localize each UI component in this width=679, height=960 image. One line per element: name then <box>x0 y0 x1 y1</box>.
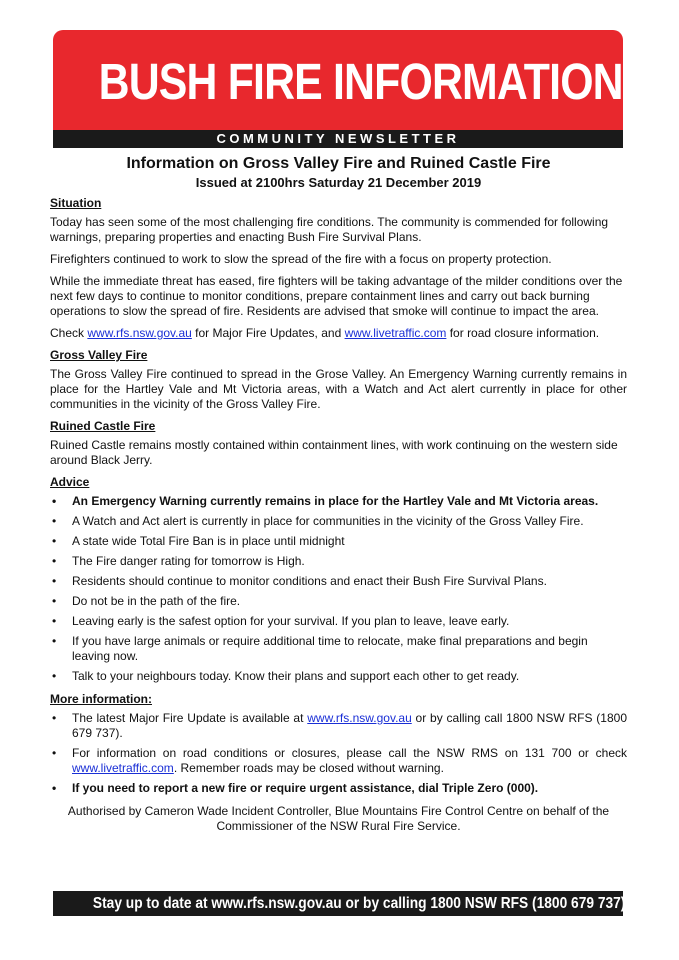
situation-heading: Situation <box>50 196 102 210</box>
bullet-icon: • <box>52 594 57 608</box>
livetraffic-link[interactable]: www.livetraffic.com <box>344 326 447 340</box>
gross-valley-paragraph: The Gross Valley Fire continued to spread in the Grose Valley. An Emergency Warning currently remains in place for the Hartley Vale and Mt Victoria areas, with a Watch and Act alert currently in place for other communities in the vicinity of the Gross Valley Fire. <box>50 367 627 411</box>
list-item-text: Residents should continue to monitor conditions and enact their Bush Fire Survival Plans. <box>72 574 547 588</box>
issued-timestamp: Issued at 2100hrs Saturday 21 December 2019 <box>195 175 482 190</box>
bullet-icon: • <box>52 634 57 648</box>
footer-bar <box>53 891 626 916</box>
bullet-icon: • <box>52 534 57 548</box>
newsletter-banner <box>53 30 623 130</box>
text-span: for Major Fire Updates, and <box>191 326 345 340</box>
list-item <box>50 669 627 684</box>
more-info-heading: More information: <box>50 692 152 706</box>
rfs-link[interactable]: www.rfs.nsw.gov.au <box>87 326 192 340</box>
text-span: The latest Major Fire Update is available at <box>72 711 308 725</box>
bullet-icon: • <box>52 614 57 628</box>
list-item-text: If you need to report a new fire or require urgent assistance, dial Triple Zero (000). <box>72 781 539 795</box>
ruined-castle-paragraph: Ruined Castle remains mostly contained within containment lines, with work continuing on the western side around Black Jerry. <box>50 438 618 467</box>
text-span: for road closure information. <box>446 326 600 340</box>
bullet-icon: • <box>52 746 57 760</box>
list-item-text: Talk to your neighbours today. Know their plans and support each other to get ready. <box>72 669 520 683</box>
banner-subtitle: COMMUNITY NEWSLETTER <box>216 131 460 146</box>
list-item-text: Leaving early is the safest option for your survival. If you plan to leave, leave early. <box>72 614 510 628</box>
newsletter-body <box>50 150 627 834</box>
text-span: . Remember roads may be closed without warning. <box>173 761 444 775</box>
list-item <box>50 711 627 741</box>
banner-title: BUSH FIRE INFORMATION <box>98 53 623 110</box>
authorisation-statement: Authorised by Cameron Wade Incident Controller, Blue Mountains Fire Control Centre on behalf of the Commissioner of the NSW Rural Fire Service. <box>67 804 610 833</box>
list-item-text: Do not be in the path of the fire. <box>72 594 241 608</box>
text-span: For information on road conditions or closures, please call the NSW RMS on 131 700 or check <box>72 746 627 760</box>
livetraffic-link[interactable]: www.livetraffic.com <box>72 761 174 775</box>
list-item <box>50 534 627 549</box>
text-span: Check <box>50 326 88 340</box>
list-item <box>50 634 627 664</box>
bullet-icon: • <box>52 574 57 588</box>
list-item-text: A state wide Total Fire Ban is in place until midnight <box>72 534 345 548</box>
bullet-icon: • <box>52 494 57 508</box>
list-item-text: If you have large animals or require additional time to relocate, make final preparations and begin leaving now. <box>72 634 588 663</box>
list-item <box>50 574 627 589</box>
list-item <box>50 746 627 776</box>
list-item <box>50 614 627 629</box>
newsletter-subtitle-bar <box>53 130 623 148</box>
bullet-icon: • <box>52 514 57 528</box>
list-item-text: A Watch and Act alert is currently in place for communities in the vicinity of the Gross Valley Fire. <box>72 514 584 528</box>
list-item <box>50 554 627 569</box>
list-item <box>50 514 627 529</box>
more-info-list <box>50 711 627 796</box>
situation-paragraph-1: Today has seen some of the most challenging fire conditions. The community is commended for following warnings, preparing properties and enacting Bush Fire Survival Plans. <box>50 215 609 244</box>
situation-paragraph-4 <box>50 326 627 341</box>
bullet-icon: • <box>52 669 57 683</box>
gross-valley-heading: Gross Valley Fire <box>50 348 148 362</box>
advice-heading: Advice <box>50 475 90 489</box>
list-item <box>50 494 627 509</box>
bullet-icon: • <box>52 554 57 568</box>
situation-paragraph-3: While the immediate threat has eased, fire fighters will be taking advantage of the milder conditions over the next few days to continue to monitor conditions, prepare containment lines and carry out back burning operations to slow the spread of fire. Residents are advised that smoke will continue to impact the area. <box>50 274 623 318</box>
advice-list <box>50 494 627 684</box>
text-span: or by calling call 1800 NSW RFS (1800 679 737). <box>72 711 627 740</box>
page-title: Information on Gross Valley Fire and Ruined Castle Fire <box>126 155 551 172</box>
bullet-icon: • <box>52 711 57 725</box>
list-item <box>50 781 627 796</box>
footer-text: Stay up to date at www.rfs.nsw.gov.au or by calling 1800 NSW RFS (1800 679 737) <box>92 895 626 912</box>
list-item-text: An Emergency Warning currently remains in place for the Hartley Vale and Mt Victoria areas. <box>72 494 599 508</box>
list-item-text: The Fire danger rating for tomorrow is High. <box>72 554 305 568</box>
bullet-icon: • <box>52 781 57 795</box>
situation-paragraph-2: Firefighters continued to work to slow the spread of the fire with a focus on property protection. <box>50 252 552 266</box>
ruined-castle-heading: Ruined Castle Fire <box>50 419 156 433</box>
list-item <box>50 594 627 609</box>
rfs-link[interactable]: www.rfs.nsw.gov.au <box>307 711 412 725</box>
